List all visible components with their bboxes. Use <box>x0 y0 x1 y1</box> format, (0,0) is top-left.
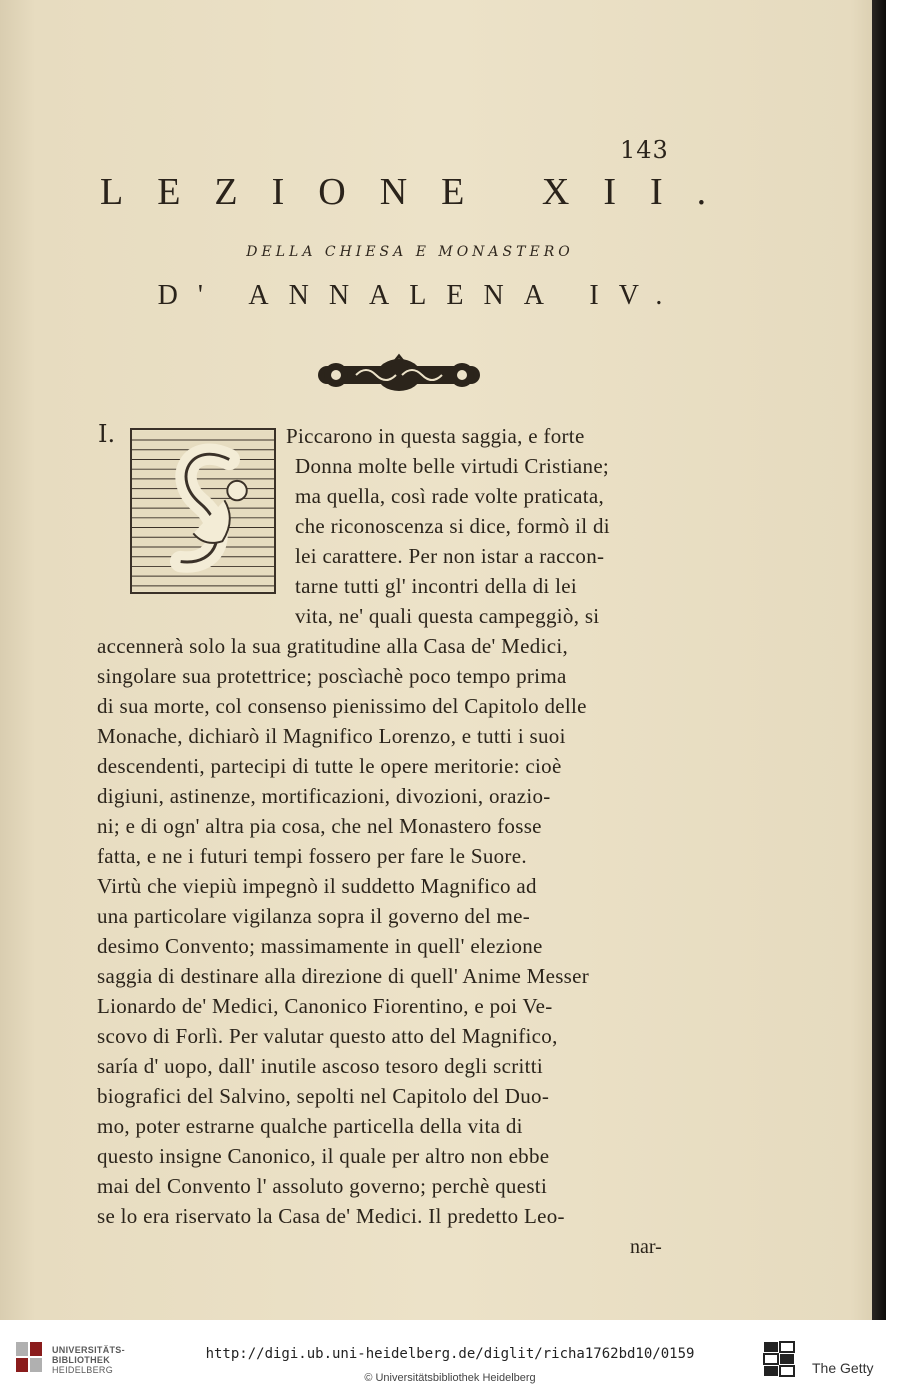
text-line: questo insigne Canonico, il quale per altro non ebbe <box>97 1144 550 1168</box>
text-line: vita, ne' quali questa campeggiò, si <box>295 604 600 628</box>
text-line: desimo Convento; massimamente in quell' elezione <box>97 934 543 958</box>
text-line: tarne tutti gl' incontri della di lei <box>295 574 577 598</box>
text-line: che riconoscenza si dice, formò il di <box>295 514 610 538</box>
text-line: di sua morte, col consenso pienissimo del Capitolo delle <box>97 694 587 718</box>
text-line: Piccarono in questa saggia, e forte <box>286 424 585 448</box>
text-line: ma quella, così rade volte praticata, <box>295 484 605 508</box>
text-line: biografici del Salvino, sepolti nel Capitolo del Duo- <box>97 1084 550 1108</box>
institution-line: BIBLIOTHEK <box>52 1355 110 1365</box>
text-line: Lionardo de' Medici, Canonico Fiorentino, e poi Ve- <box>97 994 553 1018</box>
text-line: Donna molte belle virtudi Cristiane; <box>295 454 610 478</box>
text-line: digiuni, astinenze, mortificazioni, divozioni, orazio- <box>97 784 551 808</box>
catchword: nar- <box>630 1236 662 1258</box>
text-line: Virtù che viepiù impegnò il suddetto Magnifico ad <box>97 874 537 898</box>
text-line: accennerà solo la sua gratitudine alla Casa de' Medici, <box>97 634 569 658</box>
partner-name: The Getty <box>812 1360 874 1376</box>
institution-line: UNIVERSITÄTS- <box>52 1345 125 1355</box>
text-line: saggia di destinare alla direzione di quell' Anime Messer <box>97 964 590 988</box>
text-line: ni; e di ogn' altra pia cosa, che nel Monastero fosse <box>97 814 542 838</box>
text-line: mo, poter estrarne qualche particella della vita di <box>97 1114 523 1138</box>
chapter-subheading: DELLA CHIESA E MONASTERO <box>246 244 574 260</box>
text-line: saría d' uopo, dall' inutile ascoso tesoro degli scritti <box>97 1054 544 1078</box>
text-line: scovo di Forlì. Per valutar questo atto del Magnifico, <box>97 1024 558 1048</box>
text-line: se lo era riservato la Casa de' Medici. Il predetto Leo- <box>97 1204 565 1228</box>
text-line: Monache, dichiarò il Magnifico Lorenzo, e tutti i suoi <box>97 724 566 748</box>
paragraph-number: I. <box>98 420 116 448</box>
text-line: una particolare vigilanza sopra il governo del me- <box>97 904 531 928</box>
text-line: lei carattere. Per non istar a raccon- <box>295 544 605 568</box>
page-number: 143 <box>620 136 669 164</box>
chapter-subheading-name: D' ANNALENA IV. <box>157 280 683 311</box>
chapter-heading: LEZIONE XII. <box>100 171 741 213</box>
text-line: mai del Convento l' assoluto governo; perchè questi <box>97 1174 548 1198</box>
text-line: fatta, e ne i futuri tempi fossero per fare le Suore. <box>97 844 527 868</box>
permalink-url[interactable]: http://digi.ub.uni-heidelberg.de/diglit/richa1762bd10/0159 <box>205 1346 695 1362</box>
getty-logo-icon <box>762 1340 798 1380</box>
text-line: singolare sua protettrice; poscìachè poco tempo prima <box>97 664 567 688</box>
copyright-notice: © Universitätsbibliothek Heidelberg <box>364 1372 536 1384</box>
text-line: descendenti, partecipi di tutte le opere meritorie: cioè <box>97 754 562 778</box>
institution-line: HEIDELBERG <box>52 1365 114 1375</box>
